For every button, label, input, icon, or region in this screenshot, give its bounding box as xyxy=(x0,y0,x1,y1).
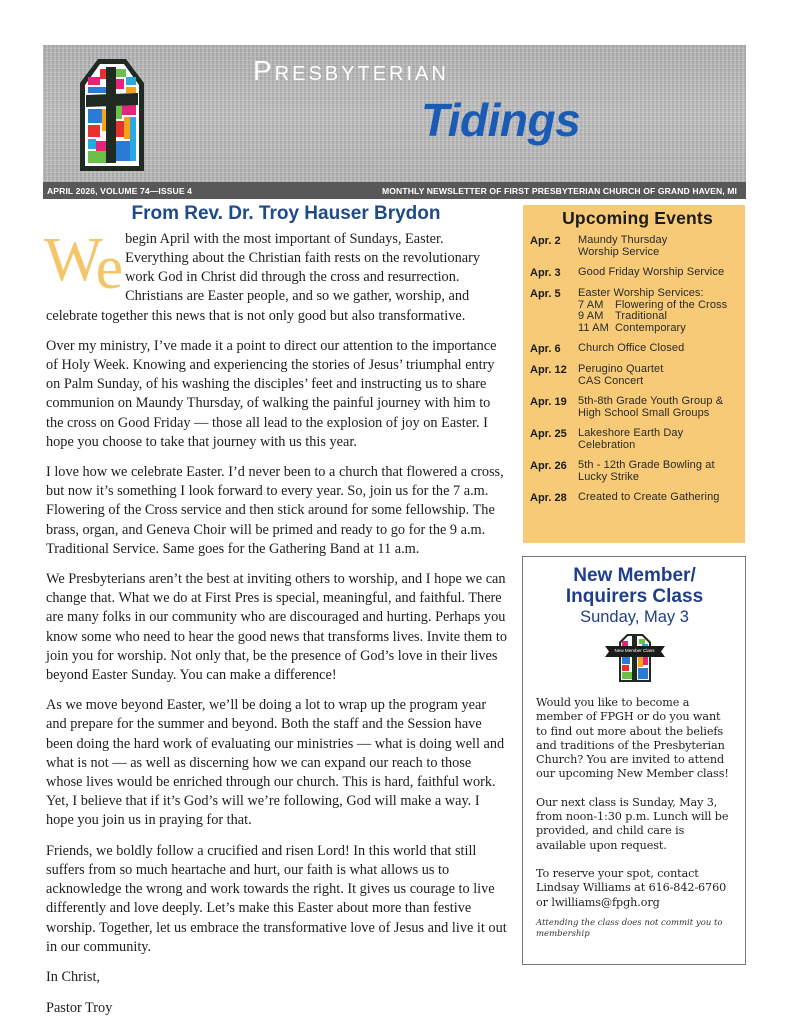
dropcap: We xyxy=(44,225,122,302)
event-item xyxy=(530,235,745,258)
letter-paragraph: We Presbyterians aren’t the best at inviting others to worship, and I hope we can change that. What we do at First Pres is special, meaningful, and faithful. There are many folks in our community who are discouraged and hurting. Perhaps you know some who need to hear the good news that transforms lives. Invite them to join you for worship. Not only that, be the presence of God’s love in their lives beyond Easter Sunday. You can make a difference! xyxy=(46,571,507,684)
event-service-line xyxy=(578,323,727,335)
event-description-line: Celebration xyxy=(578,438,636,451)
event-item xyxy=(530,288,745,334)
service-name: Traditional xyxy=(615,310,668,322)
event-date: Apr. 3 xyxy=(530,267,561,279)
new-member-title-line1: New Member/ xyxy=(573,565,696,586)
event-item xyxy=(530,396,745,419)
event-description xyxy=(578,364,663,387)
letter-signature: Pastor Troy xyxy=(46,999,113,1016)
event-description-line: Perugino Quartet xyxy=(578,363,664,375)
event-description-line: Lakeshore Earth Day xyxy=(578,427,684,439)
stained-glass-window-icon xyxy=(595,632,675,682)
event-date: Apr. 25 xyxy=(530,428,567,440)
publication-title: Tidings xyxy=(421,94,581,146)
event-date: Apr. 28 xyxy=(530,492,567,504)
events-list xyxy=(530,235,745,504)
new-member-contact: To reserve your spot, contact Lindsay Williams at 616-842-6760 or lwilliams@fpgh.org xyxy=(536,866,727,909)
event-date: Apr. 2 xyxy=(530,235,561,247)
event-description-line: Worship Service xyxy=(578,245,660,258)
service-time: 7 AM xyxy=(578,298,604,311)
event-description-line: Church Office Closed xyxy=(578,342,685,354)
event-description-line: Created to Create Gathering xyxy=(578,491,720,503)
event-description xyxy=(578,492,720,504)
stained-glass-cross-icon xyxy=(78,55,146,173)
event-description-line: CAS Concert xyxy=(578,374,644,387)
event-date: Apr. 5 xyxy=(530,288,561,300)
event-description xyxy=(578,396,723,419)
events-title: Upcoming Events xyxy=(562,208,713,228)
upcoming-events-box xyxy=(523,205,745,543)
membership-note: Attending the class does not commit you to membership xyxy=(536,917,723,939)
new-member-paragraph: Our next class is Sunday, May 3, from noon-1:30 p.m. Lunch will be provided, and child care is available upon request. xyxy=(536,795,729,852)
new-member-body xyxy=(536,696,733,940)
letter-paragraph: As we move beyond Easter, we’ll be doing a lot to wrap up the program year and prepare for the summer and beyond. Both the staff and the Session have been doing the hard work of evaluating our ministries — what is doing well and what is not — as well as discerning how we can expand our reach to those whose lives would be enriched through our church. This is hard, faithful work. Yet, I believe that if it’s God’s will we’re following, God will make a way. I hope you join us in praying for that. xyxy=(46,697,505,829)
event-item xyxy=(530,428,745,451)
service-name: Contemporary xyxy=(615,321,686,334)
event-description xyxy=(578,235,667,258)
letter-paragraph: Friends, we boldly follow a crucified and risen Lord! In this world that still suffers from so much heartache and hurt, our faith is what allows us to acknowledge the wrong and work towards the right. It gives us courage to live differently and love deeply. Let’s make this Easter about more than festive worship. Together, let us embrace the transformative love of Jesus and live it out in our community. xyxy=(46,842,507,955)
pastor-letter xyxy=(46,203,508,1024)
event-date: Apr. 6 xyxy=(530,343,561,355)
event-date: Apr. 19 xyxy=(530,396,567,408)
event-item xyxy=(530,343,745,355)
issue-info: APRIL 2026, VOLUME 74—ISSUE 4 xyxy=(47,185,193,196)
event-description-line: 5th-8th Grade Youth Group & xyxy=(578,395,724,407)
new-member-title-line2: Inquirers Class xyxy=(565,586,704,607)
event-description-line: High School Small Groups xyxy=(578,406,710,419)
letter-paragraph xyxy=(44,225,508,326)
event-description xyxy=(578,343,684,355)
event-item xyxy=(530,492,745,504)
service-time: 11 AM xyxy=(578,321,609,334)
letter-closing: In Christ, xyxy=(46,968,101,985)
event-date: Apr. 12 xyxy=(530,364,567,376)
letter-first-paragraph-text: begin April with the most important of Sundays, Easter. Everything about the Christian faith rests on the revolutionary work God in Christ did through the cross and resurrection. Christians are Easter people, and so we gather, worship, and celebrate together this news that is not only good but also transformative. xyxy=(46,230,481,324)
publication-supertitle: Presbyterian xyxy=(253,55,449,86)
event-description xyxy=(578,428,683,451)
ribbon-label: New Member Class xyxy=(614,648,655,653)
event-description xyxy=(578,288,727,334)
event-description xyxy=(578,267,724,279)
new-member-paragraph: Would you like to become a member of FPGH or do you want to find out more about the beliefs and traditions of the Presbyterian Church? You are invited to attend our upcoming New Member class! xyxy=(536,696,729,781)
letter-paragraph: Over my ministry, I’ve made it a point to direct our attention to the importance of Holy Week. Knowing and experiencing the stories of Jesus’ triumphal entry on Palm Sunday, of his washing the disciples’ feet and instructing us to share communion on Maundy Thursday, of walking the painful journey with him to the cross on Good Friday — those all lead to the explosion of joy on Easter. I hope you choose to take that journey with us this year. xyxy=(46,337,497,450)
event-description-line: Lucky Strike xyxy=(578,470,640,483)
issue-banner xyxy=(43,182,746,199)
new-member-date: Sunday, May 3 xyxy=(580,608,689,626)
event-date: Apr. 26 xyxy=(530,460,567,472)
newsletter-tagline: MONTHLY NEWSLETTER OF FIRST PRESBYTERIAN CHURCH OF GRAND HAVEN, MI xyxy=(382,185,737,196)
event-description-line: Good Friday Worship Service xyxy=(578,266,725,278)
event-description-line: Maundy Thursday xyxy=(578,234,668,246)
event-item xyxy=(530,460,745,483)
letter-heading: From Rev. Dr. Troy Hauser Brydon xyxy=(131,203,441,224)
event-item xyxy=(530,267,745,279)
service-time: 9 AM xyxy=(578,310,604,322)
letter-paragraph: I love how we celebrate Easter. I’d never been to a church that flowered a cross, but now it’s something I look forward to every year. So, join us for the 7 a.m. Flowering of the Cross service and then stick around for some fellowship. The brass, organ, and Geneva Choir will be primed and ready to go for the 9 a.m. Traditional Service. Same goes for the Gathering Band at 11 a.m. xyxy=(46,464,504,557)
service-name: Flowering of the Cross xyxy=(615,298,728,311)
event-description xyxy=(578,460,715,483)
event-description-line: Easter Worship Services: xyxy=(578,287,704,299)
event-item xyxy=(530,364,745,387)
new-member-class-box xyxy=(522,556,746,965)
masthead xyxy=(43,45,746,182)
event-description-line: 5th - 12th Grade Bowling at xyxy=(578,459,715,471)
new-member-class-logo xyxy=(595,632,675,682)
